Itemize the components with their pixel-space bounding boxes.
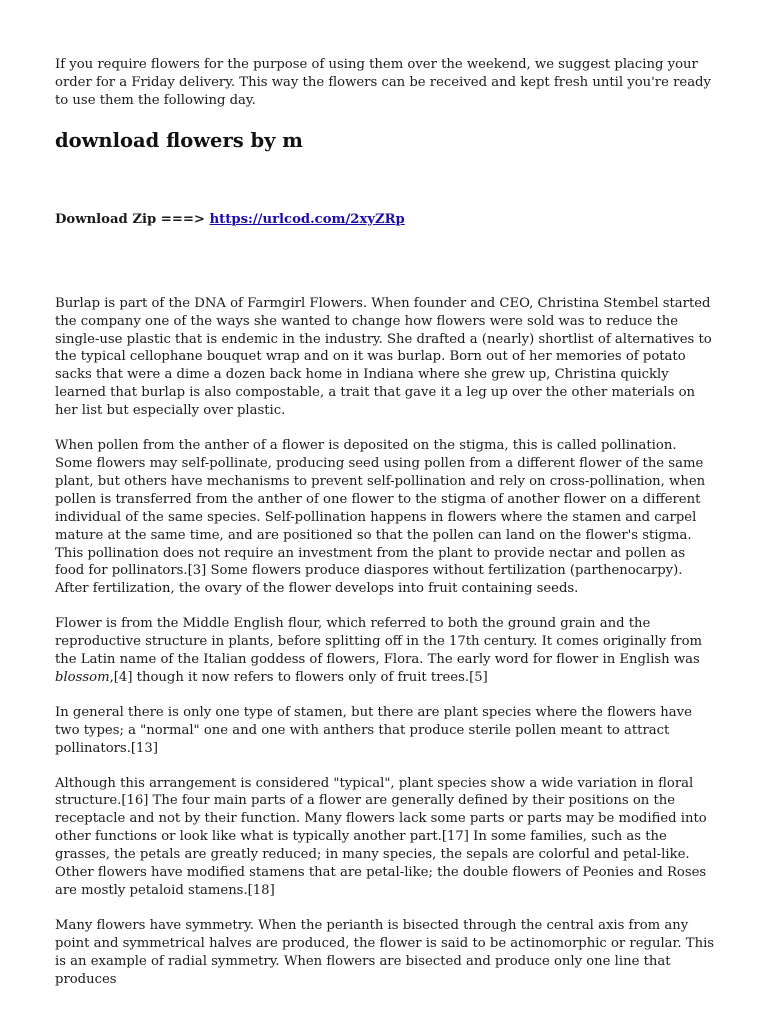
download-label: Download Zip ===> (55, 211, 210, 227)
paragraph-structure: Although this arrangement is considered "typical", plant species show a wide variation in floral structure.[16] The four main parts of a flower are generally defined by their positions on the receptacle and not by their function. Many flowers lack some parts or parts may be modified into other functions or look like what is typically another part.[17] In some families, such as the grasses, the petals are greatly reduced; in many species, the sepals are colorful and petal-like. Other flowers have modified stamens that are petal-like; the double flowers of Peonies and Roses are mostly petaloid stamens.[18] (55, 775, 707, 898)
paragraph-stamen: In general there is only one type of stamen, but there are plant species where the flowers have two types; a "normal" one and one with anthers that produce sterile pollen meant to attract pollinators.[13] (55, 704, 692, 756)
paragraph-pollination: When pollen from the anther of a flower is deposited on the stigma, this is called pollination. Some flowers may self-pollinate, producing seed using pollen from a different flower of the same plant, but others have mechanisms to prevent self-pollination and rely on cross-pollination, when pollen is transferred from the anther of one flower to the stigma of another flower on a different individual of the same species. Self-pollination happens in flowers where the stamen and carpel mature at the same time, and are positioned so that the pollen can land on the flower's stigma. This pollination does not require an investment from the plant to provide nectar and pollen as food for pollinators.[3] Some flowers produce diaspores without fertilization (parthenocarpy). After fertilization, the ovary of the flower develops into fruit containing seeds. (55, 438, 706, 597)
paragraph-etymology (55, 615, 715, 687)
page-heading: download flowers by m (55, 128, 303, 152)
paragraph-burlap: Burlap is part of the DNA of Farmgirl Flowers. When founder and CEO, Christina Stembel started the company one of the ways she wanted to change how flowers were sold was to reduce the single-use plastic that is endemic in the industry. She drafted a (nearly) shortlist of alternatives to the typical cellophane bouquet wrap and on it was burlap. Born out of her memories of potato sacks that were a dime a dozen back home in Indiana where she grew up, Christina quickly learned that burlap is also compostable, a trait that gave it a leg up over the other materials on her list but especially over plastic. (55, 295, 712, 419)
document-page (55, 56, 715, 1006)
etymology-text-start: Flower is from the Middle English flour, which referred to both the ground grain and the reproductive structure in plants, before splitting off in the 17th century. It comes originally from the Latin name of the Italian goddess of flowers, Flora. The early word for flower in English was (55, 616, 703, 668)
etymology-italic-word: blossom (55, 669, 110, 685)
download-line (55, 211, 715, 229)
download-link[interactable]: https://urlcod.com/2xyZRp (209, 211, 405, 227)
paragraph-symmetry: Many flowers have symmetry. When the perianth is bisected through the central axis from any point and symmetrical halves are produced, the flower is said to be actinomorphic or regular. This is an example of radial symmetry. When flowers are bisected and produce only one line that produces (55, 917, 715, 987)
etymology-text-end: ,[4] though it now refers to flowers only of fruit trees.[5] (109, 669, 488, 685)
intro-paragraph: If you require flowers for the purpose of using them over the weekend, we suggest placing your order for a Friday delivery. This way the flowers can be received and kept fresh until you're ready to use them the following day. (55, 57, 711, 108)
